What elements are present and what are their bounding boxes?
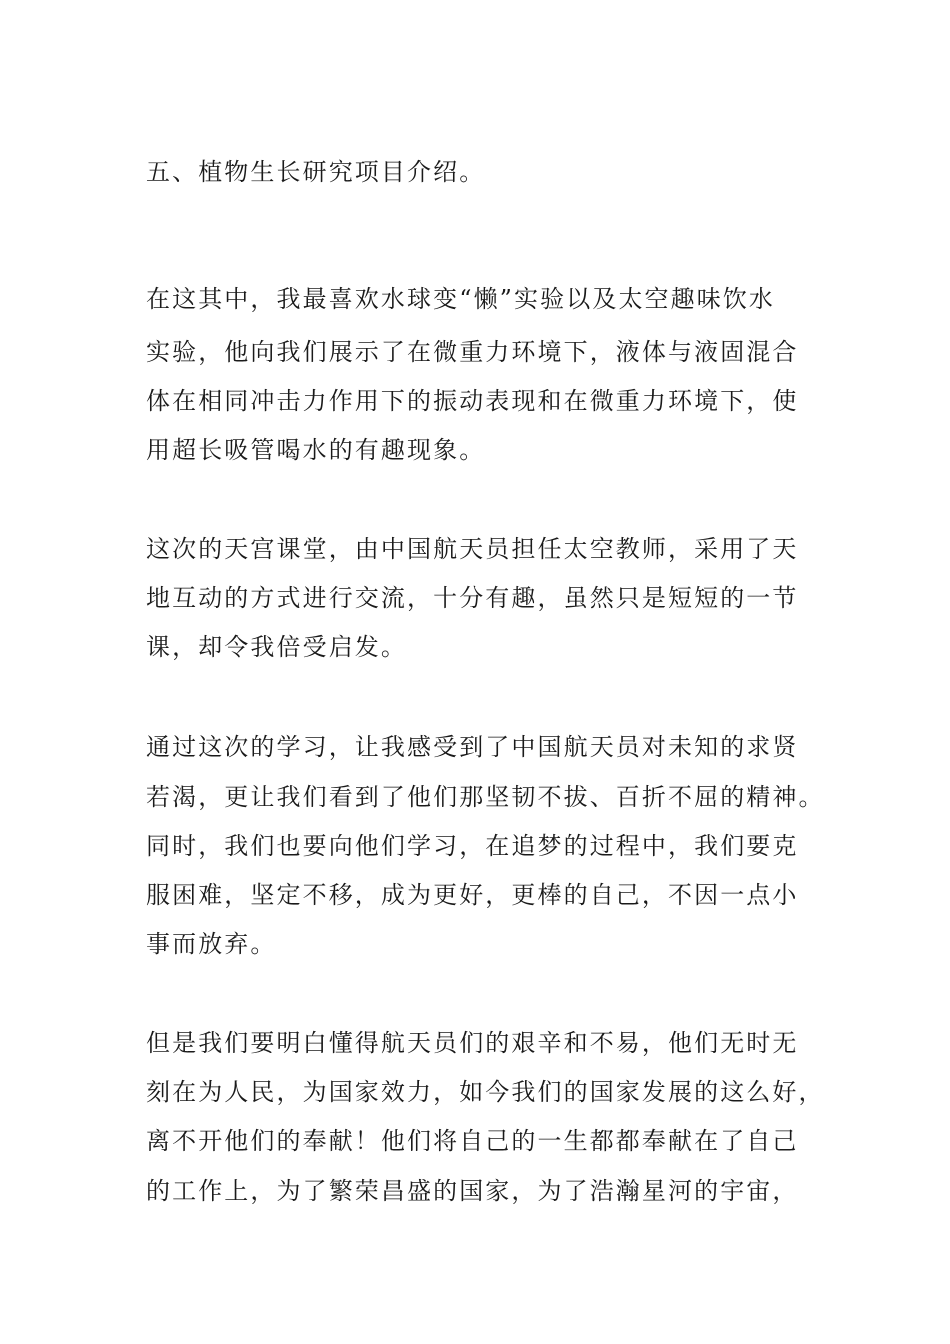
paragraph-5-line-1: 但是我们要明白懂得航天员们的艰辛和不易，他们无时无 [146, 1029, 799, 1057]
paragraph-3-line-1: 这次的天宫课堂，由中国航天员担任太空教师，采用了天 [146, 535, 799, 563]
paragraph-2-line-4: 用超长吸管喝水的有趣现象。 [146, 436, 486, 464]
paragraph-4-line-5: 事而放弃。 [146, 930, 277, 958]
paragraph-4-line-2: 若渴，更让我们看到了他们那坚韧不拔、百折不屈的精神。 [146, 783, 825, 811]
paragraph-4-line-3: 同时，我们也要向他们学习，在追梦的过程中，我们要克 [146, 832, 799, 860]
paragraph-3-line-3: 课，却令我倍受启发。 [146, 633, 407, 661]
paragraph-5-line-4: 的工作上，为了繁荣昌盛的国家，为了浩瀚星河的宇宙， [146, 1177, 799, 1205]
paragraph-4-line-1: 通过这次的学习，让我感受到了中国航天员对未知的求贤 [146, 733, 799, 761]
paragraph-5-line-3: 离不开他们的奉献！他们将自己的一生都都奉献在了自己 [146, 1127, 799, 1155]
paragraph-4-line-4: 服困难，坚定不移，成为更好，更棒的自己，不因一点小 [146, 881, 799, 909]
paragraph-2-line-1: 在这其中，我最喜欢水球变“懒”实验以及太空趣味饮水 [146, 285, 776, 313]
paragraph-3-line-2: 地互动的方式进行交流，十分有趣，虽然只是短短的一节 [146, 584, 799, 612]
paragraph-2-line-2: 实验，他向我们展示了在微重力环境下，液体与液固混合 [146, 338, 799, 366]
paragraph-1-line-1: 五、植物生长研究项目介绍。 [146, 158, 486, 186]
paragraph-2-line-3: 体在相同冲击力作用下的振动表现和在微重力环境下，使 [146, 387, 799, 415]
paragraph-5-line-2: 刻在为人民，为国家效力，如今我们的国家发展的这么好， [146, 1078, 825, 1106]
